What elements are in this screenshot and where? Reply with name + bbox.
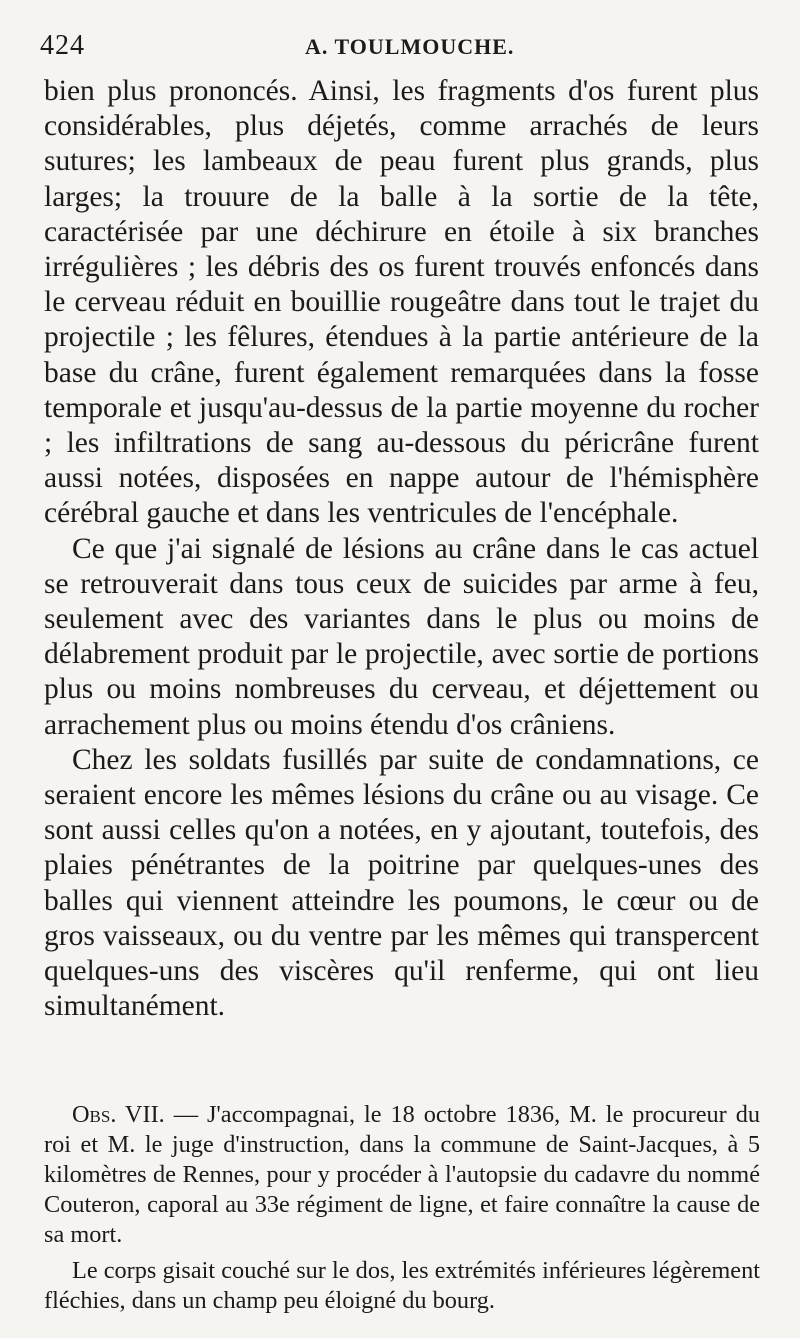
paragraph-continuation: bien plus prononcés. Ainsi, les fragments d'os furent plus considérables, plus déjetés, comme arrachés de leurs sutures; les lambeaux de peau furent plus grands, plus larges; la trouure de la balle à la sortie de la tête, caractérisée par une déchirure en étoile à six branches irrégulières ; les débris des os furent trouvés enfoncés dans le cerveau réduit en bouillie rougeâtre dans tout le trajet du projectile ; les fêlures, étendues à la partie antérieure de la base du crâne, furent également remarquées dans la fosse temporale et jusqu'au-dessus de la partie moyenne du rocher ; les infiltrations de sang au-dessous du péricrâne furent aussi notées, disposées en nappe autour de l'hémisphère cérébral gauche et dans les ventricules de l'encéphale. bbox=[44, 75, 759, 530]
observation-section bbox=[44, 1100, 760, 1316]
observation-paragraph-1 bbox=[44, 1100, 760, 1250]
running-header bbox=[40, 30, 760, 70]
page-number: 424 bbox=[40, 30, 85, 61]
running-title: A. TOULMOUCHE. bbox=[305, 34, 515, 59]
observation-text-1: — J'accompagnai, le 18 octobre 1836, M. le procureur du roi et M. le juge d'instruction, dans la commune de Saint-Jacques, à 5 kilomètres de Rennes, pour y procéder à l'autopsie du cadavre du nommé Couteron, caporal au 33e régiment de ligne, et faire connaître la cause de sa mort. bbox=[44, 1101, 760, 1248]
paragraph-soldiers: Chez les soldats fusillés par suite de condamnations, ce seraient encore les mêmes lésions du crâne ou au visage. Ce sont aussi celles qu'on a notées, en y ajoutant, toutefois, des plaies pénétrantes de la poitrine par quelques-unes des balles qui viennent atteindre les poumons, le cœur ou de gros vaisseaux, ou du ventre par les mêmes qui transpercent quelques-uns des viscères qu'il renferme, qui ont lieu simultanément. bbox=[44, 743, 759, 1023]
observation-paragraph-2: Le corps gisait couché sur le dos, les extrémités inférieures légèrement fléchies, dans un champ peu éloigné du bourg. bbox=[44, 1257, 760, 1314]
paragraph-suicide-lesions: Ce que j'ai signalé de lésions au crâne dans le cas actuel se retrouverait dans tous ceux de suicides par arme à feu, seulement avec des variantes dans le plus ou moins de délabrement produit par le projectile, avec sortie de portions plus ou moins nombreuses du cerveau, et déjettement ou arrachement plus ou moins étendu d'os crâniens. bbox=[44, 532, 759, 741]
observation-label: Obs. VII. bbox=[72, 1101, 165, 1128]
main-text bbox=[44, 74, 759, 1024]
